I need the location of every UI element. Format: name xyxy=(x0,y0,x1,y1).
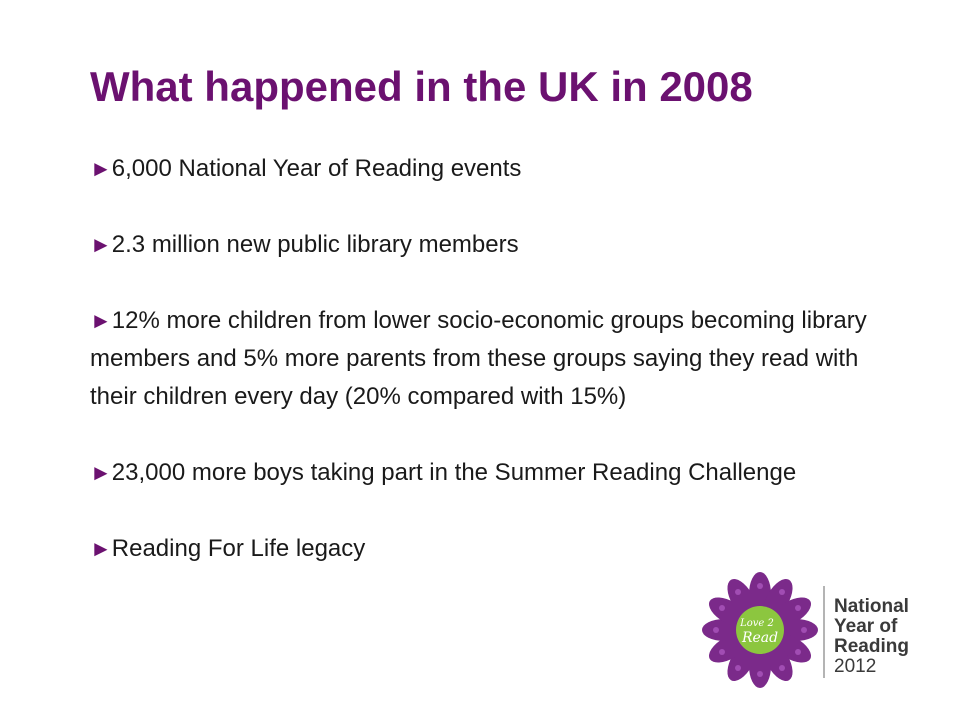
bullet-item xyxy=(90,226,890,264)
bullet-arrow-icon: ► xyxy=(90,536,112,561)
logo-text-reading: Reading xyxy=(834,636,909,657)
bullet-text: 23,000 more boys taking part in the Summer Reading Challenge xyxy=(111,459,797,486)
flower-text-love2: Love 2 xyxy=(740,618,774,629)
bullet-arrow-icon: ► xyxy=(90,308,112,333)
flower-text-read: Read xyxy=(741,630,779,646)
bullet-arrow-icon: ► xyxy=(90,460,112,485)
slide-title: What happened in the UK in 2008 xyxy=(90,63,753,110)
bullet-text: 6,000 National Year of Reading events xyxy=(111,155,522,182)
bullet-text: 2.3 million new public library members xyxy=(111,231,519,258)
bullet-item xyxy=(90,302,890,416)
logo-text-year-of: Year of xyxy=(834,616,898,637)
bullet-arrow-icon: ► xyxy=(90,156,112,181)
bullet-arrow-icon: ► xyxy=(90,232,112,257)
logo-text-national: National xyxy=(834,596,909,617)
logo-text-year: 2012 xyxy=(834,656,877,677)
bullet-item xyxy=(90,530,890,568)
national-year-of-reading-logo xyxy=(700,570,950,690)
bullet-list xyxy=(90,150,890,568)
flower-icon xyxy=(702,572,818,688)
bullet-item xyxy=(90,454,890,492)
bullet-item xyxy=(90,150,890,188)
bullet-text: Reading For Life legacy xyxy=(111,535,366,562)
bullet-text: 12% more children from lower socio-economic groups becoming library members and 5% more parents from these groups saying they read with their children every day (20% compared with 15%) xyxy=(90,307,867,410)
